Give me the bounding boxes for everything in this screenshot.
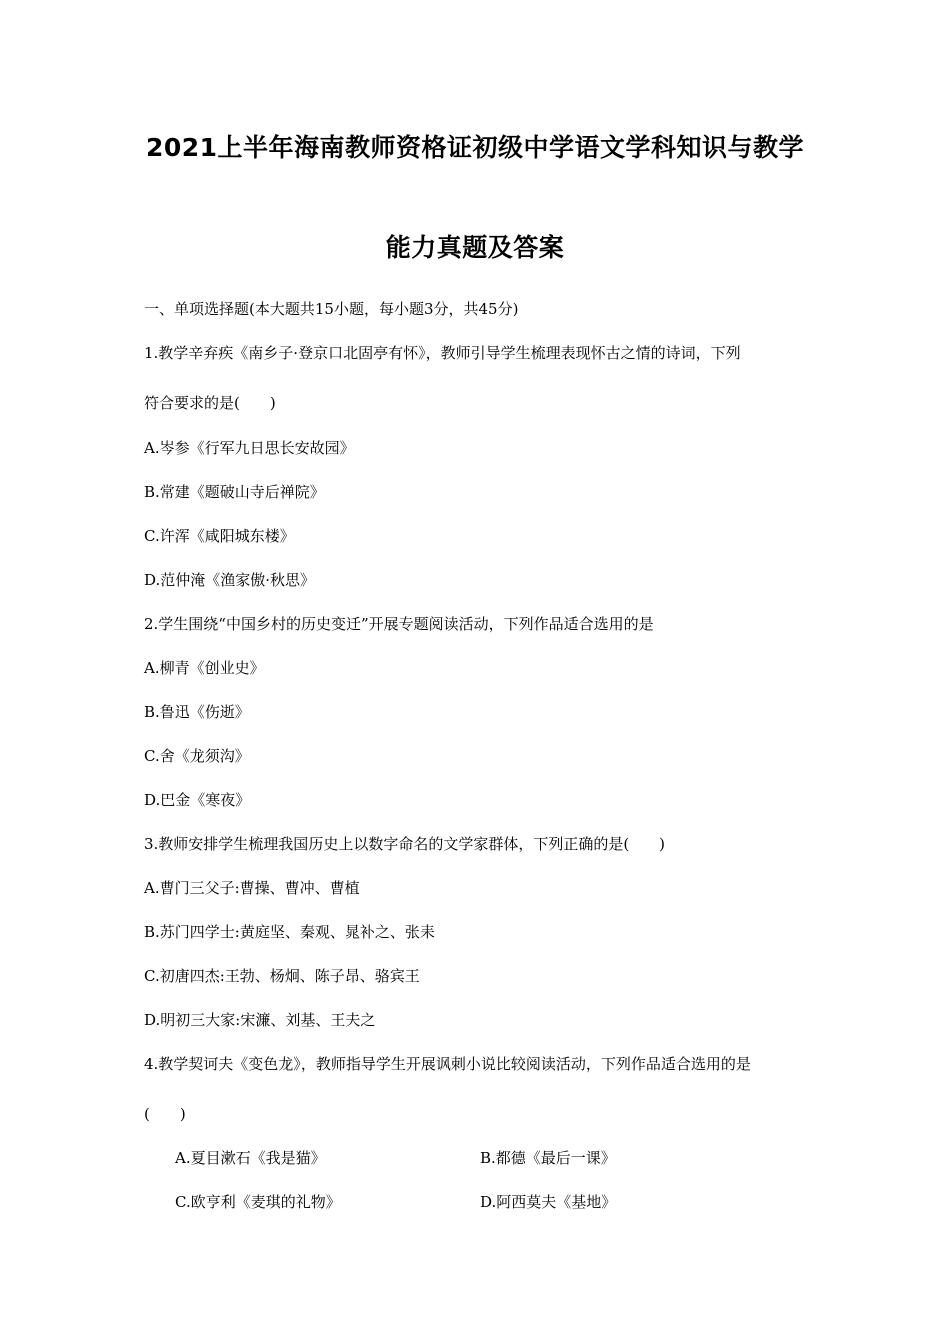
- question-4-stem-line2: ( ): [144, 1105, 186, 1123]
- question-1-option-c: C.许浑《咸阳城东楼》: [144, 527, 295, 545]
- question-4-option-a: A.夏目漱石《我是猫》: [175, 1149, 326, 1167]
- document-title-line2: 能力真题及答案: [385, 233, 565, 262]
- question-4-option-c: C.欧亨利《麦琪的礼物》: [175, 1193, 341, 1211]
- question-3-option-c: C.初唐四杰:王勃、杨炯、陈子昂、骆宾王: [144, 967, 420, 985]
- question-3-stem: 3.教师安排学生梳理我国历史上以数字命名的文学家群体，下列正确的是( ): [144, 835, 666, 853]
- question-1-option-d: D.范仲淹《渔家傲·秋思》: [144, 571, 316, 589]
- document-title-line1: 2021上半年海南教师资格证初级中学语文学科知识与教学: [145, 133, 805, 162]
- question-2-option-a: A.柳青《创业史》: [144, 659, 265, 677]
- question-1-option-b: B.常建《题破山寺后禅院》: [144, 483, 325, 501]
- question-4-stem-line1: 4.教学契诃夫《变色龙》，教师指导学生开展讽刺小说比较阅读活动，下列作品适合选用的是: [144, 1055, 751, 1073]
- question-3-option-d: D.明初三大家:宋濂、刘基、王夫之: [144, 1011, 376, 1029]
- question-2-option-d: D.巴金《寒夜》: [144, 791, 251, 809]
- question-3-option-a: A.曹门三父子:曹操、曹冲、曹植: [144, 879, 360, 897]
- question-4-option-b: B.都德《最后一课》: [480, 1149, 616, 1167]
- question-2-stem: 2.学生围绕“中国乡村的历史变迁”开展专题阅读活动，下列作品适合选用的是: [144, 615, 654, 633]
- section-heading: 一、单项选择题(本大题共15小题，每小题3分，共45分): [144, 300, 519, 318]
- question-2-option-b: B.鲁迅《伤逝》: [144, 703, 250, 721]
- question-3-option-b: B.苏门四学士:黄庭坚、秦观、晁补之、张耒: [144, 923, 435, 941]
- question-4-option-d: D.阿西莫夫《基地》: [480, 1193, 617, 1211]
- question-1-stem-line2: 符合要求的是( ): [144, 394, 276, 412]
- question-2-option-c: C.舍《龙须沟》: [144, 747, 250, 765]
- question-1-stem-line1: 1.教学辛弃疾《南乡子·登京口北固亭有怀》，教师引导学生梳理表现怀古之情的诗词，下列: [144, 344, 741, 362]
- question-1-option-a: A.岑参《行军九日思长安故园》: [144, 439, 355, 457]
